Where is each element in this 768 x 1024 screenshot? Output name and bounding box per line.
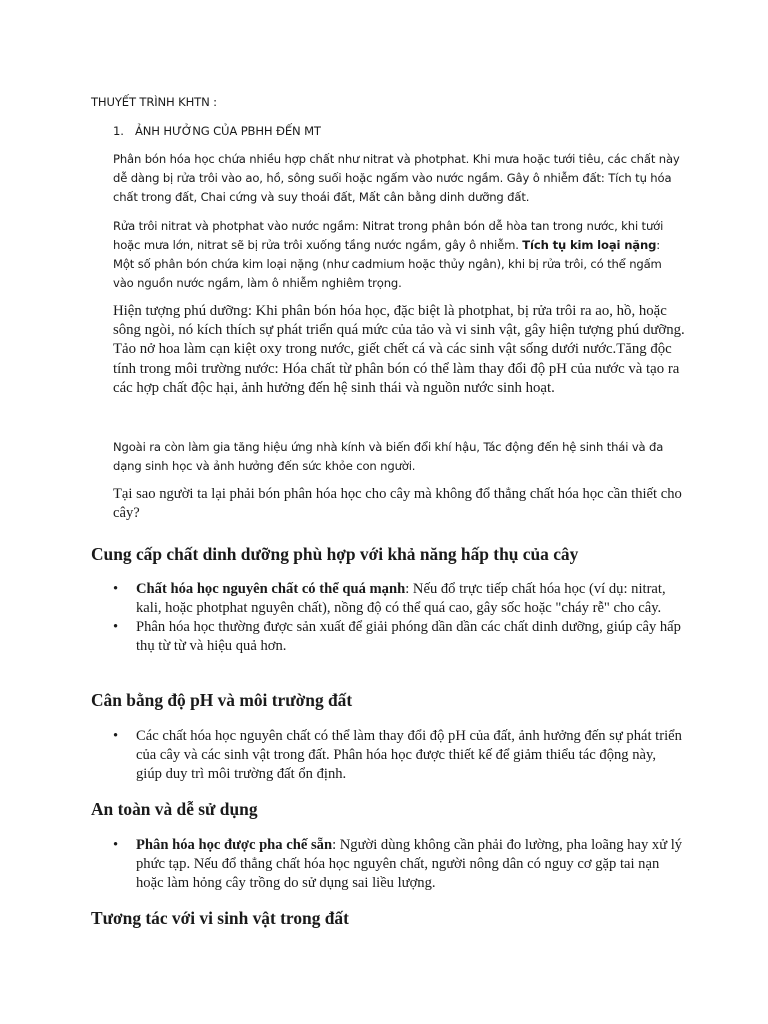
list-item (113, 618, 683, 656)
section-heading: Cung cấp chất dinh dưỡng phù hợp với khả năng hấp thụ của cây (91, 544, 579, 564)
section-heading: Cân bằng độ pH và môi trường đất (91, 690, 353, 710)
list-item-text: Phân hóa học thường được sản xuất để giải phóng dần dần các chất dinh dưỡng, giúp cây hấp thụ từ từ và hiệu quả hơn. (136, 619, 681, 654)
paragraph-bold-term: Tích tụ kim loại nặng (522, 238, 657, 252)
bullet-list (113, 836, 683, 893)
numbered-heading (113, 122, 321, 141)
list-item (113, 727, 683, 784)
document-title: THUYẾT TRÌNH KHTN : (91, 95, 217, 109)
paragraph-text: : Một số phân bón chứa kim loại nặng (như cadmium hoặc thủy ngân), khi bị rửa trôi, có thể ngấm vào nguồn nước ngầm, làm ô nhiễm nghiêm trọng. (113, 238, 662, 290)
list-item-text: : Người dùng không cần phải đo lường, pha loãng hay xử lý phức tạp. Nếu đổ thẳng chất hóa học nguyên chất, người nông dân có nguy cơ gặp tai nạn hoặc làm hỏng cây trồng do sử dụng sai liều lượng. (136, 837, 683, 891)
bullet-list (113, 727, 683, 784)
paragraph-pollution-overview: Phân bón hóa học chứa nhiều hợp chất như nitrat và photphat. Khi mưa hoặc tưới tiêu, các chất này dễ dàng bị rửa trôi vào ao, hồ, sông suối hoặc ngấm vào nước ngầm. Gây ô nhiễm đất: Tích tụ hóa chất trong đất, Chai cứng và suy thoái đất, Mất cân bằng dinh dưỡng đất. (113, 152, 680, 204)
list-item-bold: Phân hóa học được pha chế sẵn (136, 837, 333, 853)
list-number: 1. (113, 124, 124, 138)
paragraph-text: Rửa trôi nitrat và photphat vào nước ngầm: Nitrat trong phân bón dễ hòa tan trong nước, khi tưới hoặc mưa lớn, nitrat sẽ bị rửa trôi xuống tầng nước ngầm, gây ô nhiễm. (113, 219, 664, 252)
section-heading: An toàn và dễ sử dụng (91, 799, 258, 819)
paragraph-groundwater (113, 217, 683, 293)
list-item (113, 836, 683, 893)
bullet-list (113, 580, 683, 656)
bullet-icon: • (113, 837, 119, 853)
list-item (113, 580, 683, 618)
paragraph-question: Tại sao người ta lại phải bón phân hóa học cho cây mà không đổ thẳng chất hóa học cần thiết cho cây? (113, 486, 682, 521)
paragraph-eutrophication: Hiện tượng phú dưỡng: Khi phân bón hóa học, đặc biệt là photphat, bị rửa trôi ra ao, hồ, hoặc sông ngòi, nó kích thích sự phát triển quá mức của tảo và vi sinh vật, gây hiện tượng phú dưỡng. Tảo nở hoa làm cạn kiệt oxy trong nước, giết chết cá và các sinh vật sống dưới nước.Tăng độc tính trong môi trường nước: Hóa chất từ phân bón có thể làm thay đổi độ pH của nước và tạo ra các hợp chất độc hại, ảnh hưởng đến hệ sinh thái và nguồn nước sinh hoạt. (113, 303, 685, 396)
list-item-text: : Nếu đổ trực tiếp chất hóa học (ví dụ: nitrat, kali, hoặc photphat nguyên chất), nồng độ có thể quá cao, gây sốc hoặc "cháy rễ" cho cây. (136, 581, 666, 616)
bullet-icon: • (113, 619, 119, 635)
list-item-text: Các chất hóa học nguyên chất có thể làm thay đổi độ pH của đất, ảnh hưởng đến sự phát triển của cây và các sinh vật trong đất. Phân hóa học được thiết kế để giảm thiểu tác động này, giúp duy trì môi trường đất ổn định. (136, 728, 682, 782)
list-item-bold: Chất hóa học nguyên chất có thể quá mạnh (136, 581, 406, 597)
bullet-icon: • (113, 581, 119, 597)
section-heading: Tương tác với vi sinh vật trong đất (91, 908, 349, 928)
bullet-icon: • (113, 728, 119, 744)
numbered-heading-text: ẢNH HƯỞNG CỦA PBHH ĐẾN MT (135, 124, 321, 138)
paragraph-other-effects: Ngoài ra còn làm gia tăng hiệu ứng nhà kính và biến đổi khí hậu, Tác động đến hệ sinh thái và đa dạng sinh học và ảnh hưởng đến sức khỏe con người. (113, 440, 664, 473)
